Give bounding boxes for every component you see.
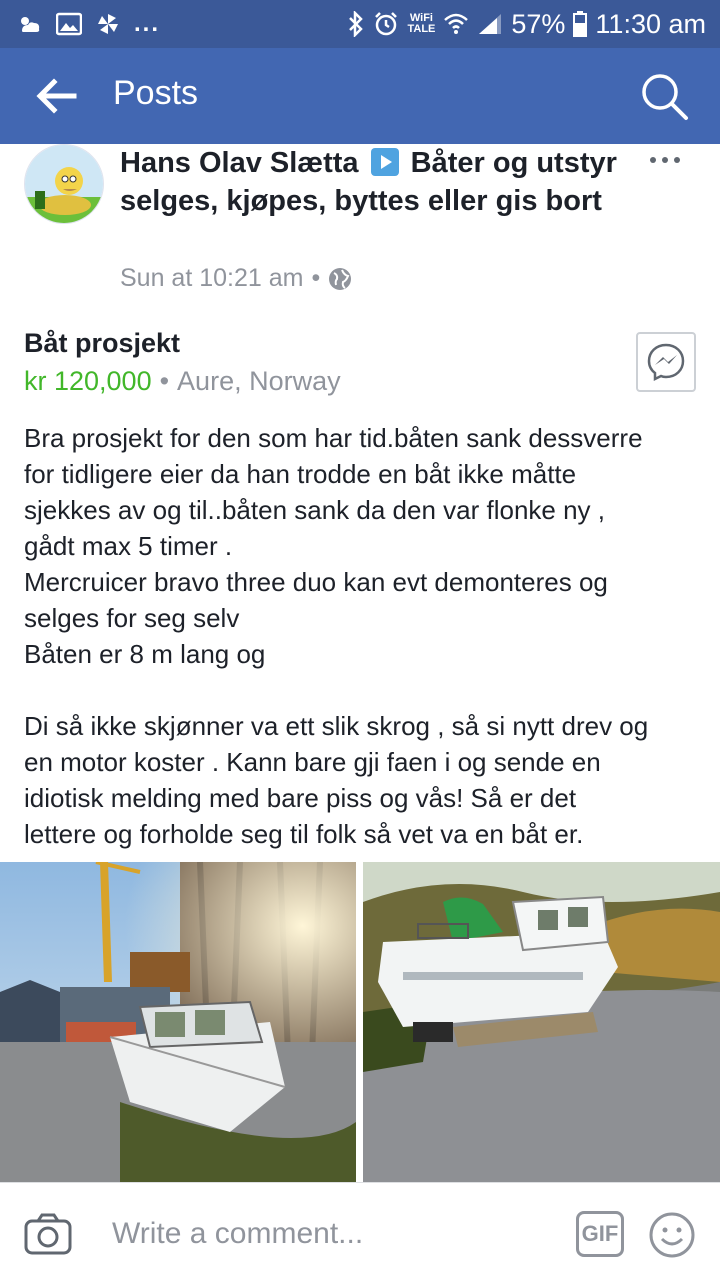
comment-input[interactable]: Write a comment...	[112, 1217, 364, 1250]
listing-photo-2[interactable]	[363, 862, 720, 1182]
search-icon	[640, 72, 690, 122]
gallery-icon	[56, 12, 82, 36]
play-arrow-icon	[371, 148, 399, 176]
description-line: Båten er 8 m lang og	[24, 639, 266, 669]
bluetooth-icon	[347, 11, 365, 37]
more-dots-icon	[650, 157, 656, 163]
listing-description	[24, 420, 704, 852]
listing-price-row	[24, 366, 341, 397]
post-timestamp[interactable]: Sun at 10:21 am	[120, 264, 304, 292]
notification-overflow: ...	[134, 10, 161, 37]
listing-title: Båt prosjekt	[24, 328, 181, 358]
emoji-button[interactable]	[648, 1211, 696, 1259]
wifi-calling-indicator: WiFi TALE	[407, 12, 436, 35]
boat-photo-image	[363, 862, 720, 1182]
description-line: gådt max 5 timer .	[24, 531, 233, 561]
description-line: Bra prosjekt for den som har tid.båten sank dessverre	[24, 423, 643, 453]
avatar-image	[25, 145, 104, 224]
avatar[interactable]	[24, 144, 104, 224]
description-line: selges for seg selv	[24, 603, 240, 633]
description-line: sjekkes av og til..båten sank da den var flonke ny ,	[24, 495, 606, 525]
camera-button[interactable]	[24, 1213, 72, 1255]
message-seller-button[interactable]	[636, 332, 696, 392]
description-line: idiotisk melding med bare piss og vås! Så er det	[24, 783, 577, 813]
page-title: Posts	[113, 74, 199, 112]
alarm-icon	[373, 11, 399, 37]
camera-icon	[24, 1213, 72, 1255]
description-line: Mercruicer bravo three duo kan evt demonteres og	[24, 567, 608, 597]
group-name[interactable]: Båter og utstyr selges, kjøpes, byttes eller gis bort	[120, 147, 617, 217]
clock: 11:30 am	[595, 8, 706, 39]
description-line: for tidligere eier da han trodde en båt ikke måtte	[24, 459, 577, 489]
post-meta	[120, 264, 352, 293]
description-line: en motor koster . Kann bare gji faen i og sende en	[24, 747, 601, 777]
battery-icon	[573, 11, 587, 37]
description-blank-line	[24, 672, 704, 708]
boat-photo-image	[0, 862, 356, 1182]
gif-button[interactable]: GIF	[576, 1211, 624, 1257]
globe-icon	[328, 267, 352, 291]
listing-location: Aure, Norway	[177, 366, 341, 396]
search-button[interactable]	[640, 72, 690, 122]
post-title	[120, 144, 620, 220]
description-line: lettere og forholde seg til folk så vet va en båt er.	[24, 819, 584, 849]
arrow-left-icon	[34, 76, 78, 116]
emoji-icon	[648, 1211, 696, 1259]
comment-bar	[0, 1182, 720, 1280]
author-name[interactable]: Hans Olav Slætta	[120, 147, 359, 179]
wifi-icon	[443, 12, 469, 36]
description-line: Di så ikke skjønner va ett slik skrog , så si nytt drev og	[24, 711, 649, 741]
back-button[interactable]	[34, 76, 78, 116]
pinwheel-icon	[96, 12, 120, 36]
cell-signal-icon	[477, 12, 503, 36]
price-separator: •	[159, 366, 170, 396]
listing-price: kr 120,000	[24, 366, 152, 396]
messenger-icon	[646, 342, 686, 382]
app-bar	[0, 48, 720, 144]
status-bar	[0, 0, 720, 48]
more-options-button[interactable]	[650, 148, 684, 172]
weather-icon	[16, 13, 42, 35]
listing-photo-1[interactable]	[0, 862, 356, 1182]
battery-percent: 57%	[511, 8, 566, 39]
meta-separator: •	[311, 264, 321, 292]
